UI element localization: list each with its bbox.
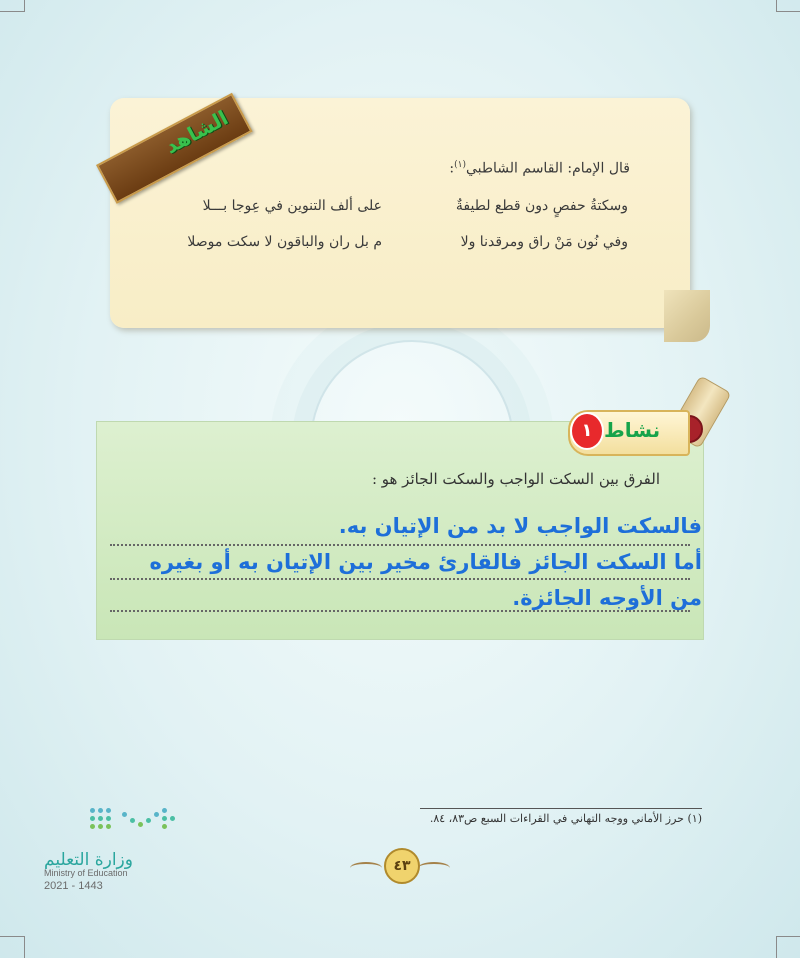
verse2-left-hemistich: م بل ران والباقون لا سكت موصلا (187, 234, 382, 250)
answer-line-1: فالسكت الواجب لا بد من الإتيان به. (338, 514, 702, 538)
crop-mark (24, 0, 25, 12)
flourish-right (418, 862, 450, 874)
ministry-logo-icon (90, 808, 180, 838)
footnote: (١) حرز الأماني ووجه التهاني في القراءات السبع ص٨٣، ٨٤. (429, 812, 702, 825)
ministry-name-arabic: وزارة التعليم (44, 850, 133, 870)
answer-line-guide (110, 578, 690, 580)
answer-line-2: أما السكت الجائز فالقارئ مخير بين الإتيان به أو بغيره (149, 550, 702, 574)
answer-line-3: من الأوجه الجائزة. (512, 586, 702, 610)
crop-mark (0, 936, 24, 937)
crop-mark (0, 11, 24, 12)
shahid-ribbon-label: الشاهد (160, 105, 232, 159)
verse1-right-hemistich: وسكتةُ حفصٍ دون قطع لطيفةٌ (455, 198, 628, 214)
footnote-reference: (١) (454, 160, 466, 170)
crop-mark (776, 0, 777, 12)
answer-line-guide (110, 544, 690, 546)
flourish-left (350, 862, 382, 874)
shahid-intro: قال الإمام: القاسم الشاطبي$^{(١)}$: (449, 160, 630, 177)
crop-mark (776, 936, 777, 958)
verse2-right-hemistich: وفي نُون مَنْ راق ومرقدنا ولا (460, 234, 628, 250)
answer-line-guide (110, 610, 690, 612)
activity-number: ١ (570, 412, 604, 450)
page-number: ٤٣ (384, 848, 420, 884)
crop-mark (24, 936, 25, 958)
activity-question: الفرق بين السكت الواجب والسكت الجائز هو : (371, 470, 660, 488)
activity-label: نشاط (604, 418, 661, 442)
ministry-name-english: Ministry of Education (44, 868, 128, 878)
verse1-left-hemistich: على ألف التنوين في عِوجا بـــلا (202, 198, 382, 214)
page-number-ornament (350, 848, 450, 888)
page-curl-decoration (664, 290, 710, 342)
edition-year: 2021 - 1443 (44, 880, 103, 892)
crop-mark (776, 11, 800, 12)
footnote-divider (420, 808, 702, 809)
crop-mark (776, 936, 800, 937)
